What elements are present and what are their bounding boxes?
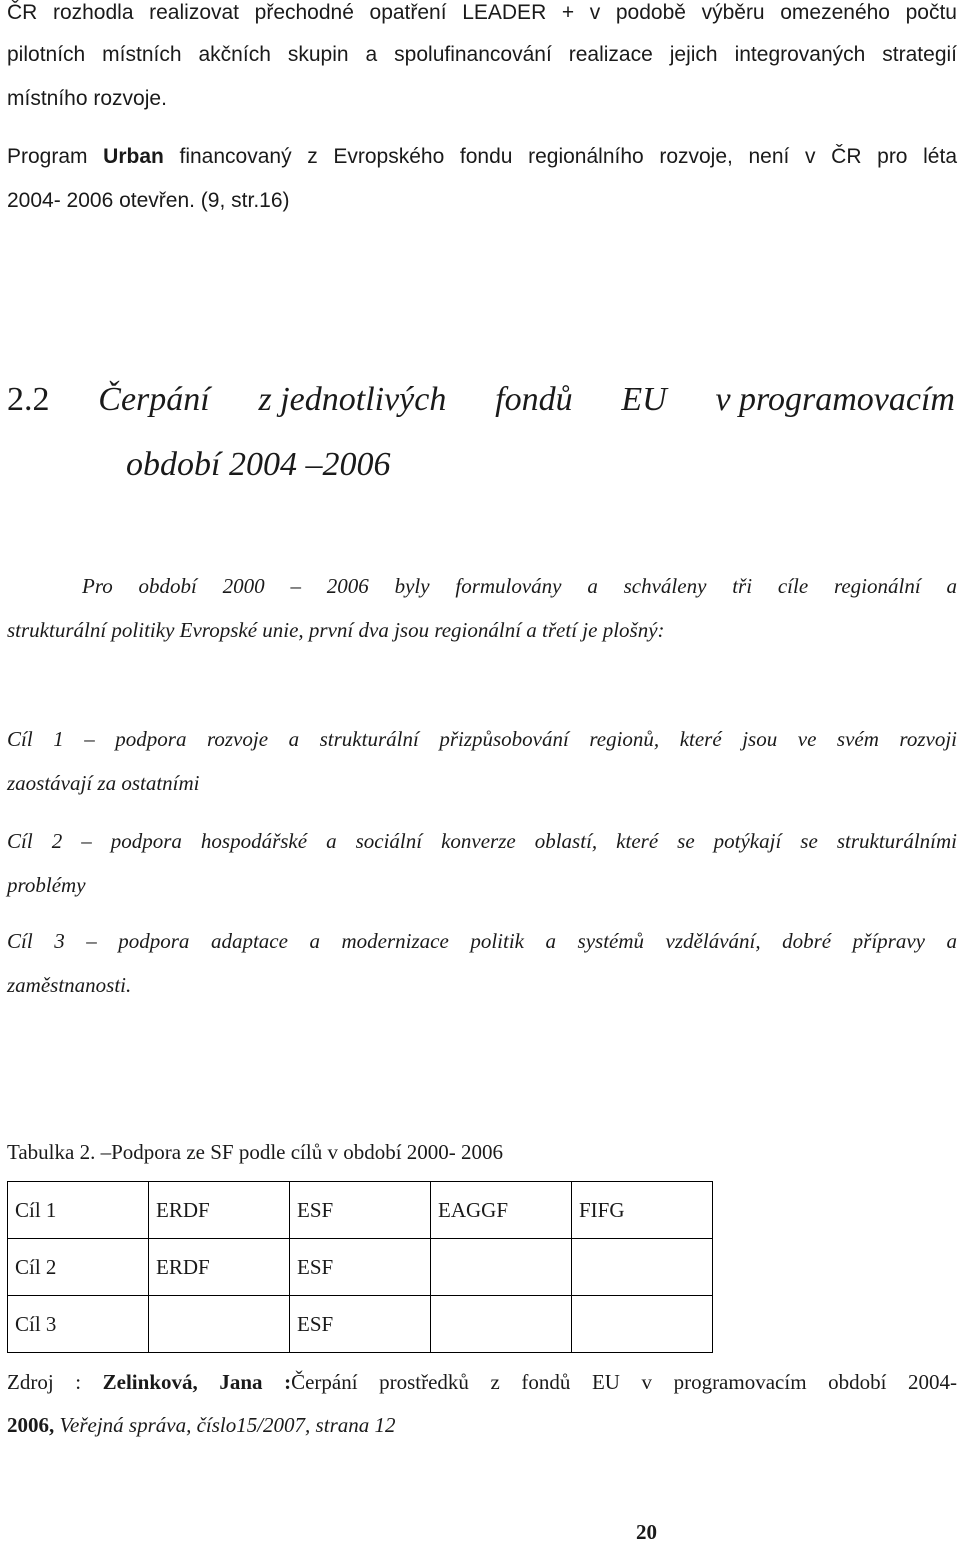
goal-1-line-2: zaostávají za ostatními xyxy=(7,771,200,795)
table-row xyxy=(8,1296,713,1353)
table-row xyxy=(8,1239,713,1296)
section-heading-line-2: období 2004 –2006 xyxy=(126,446,391,483)
source-title: Čerpání prostředků z fondů EU v programovacím období 2004- xyxy=(291,1370,957,1394)
urban-pre: Program xyxy=(7,145,104,168)
urban-line-2: 2004- 2006 otevřen. (9, str.16) xyxy=(7,189,290,212)
goal-1-line-1: Cíl 1 – podpora rozvoje a strukturální přizpůsobování regionů, které jsou ve svém rozvoji xyxy=(7,727,957,751)
table-caption: Tabulka 2. –Podpora ze SF podle cílů v období 2000- 2006 xyxy=(7,1140,504,1164)
goal-2-line-1: Cíl 2 – podpora hospodářské a sociální konverze oblastí, které se potýkají se strukturálními xyxy=(7,829,957,853)
urban-post: financovaný z Evropského fondu regionálního rozvoje, není v ČR pro léta xyxy=(163,145,957,168)
section-heading-line-1 xyxy=(7,380,955,420)
urban-line-1 xyxy=(7,136,957,178)
intro-line-2: pilotních místních akčních skupin a spolufinancování realizace jejich integrovaných strategií xyxy=(7,43,957,66)
table-cell: Cíl 1 xyxy=(8,1182,149,1239)
intro-line-1: ČR rozhodla realizovat přechodné opatření LEADER + v podobě výběru omezeného počtu xyxy=(7,1,957,24)
table-cell: ESF xyxy=(290,1296,431,1353)
table-cell: Cíl 2 xyxy=(8,1239,149,1296)
page-number: 20 xyxy=(636,1520,657,1544)
table-cell: ERDF xyxy=(149,1182,290,1239)
table-cell xyxy=(431,1239,572,1296)
table-cell: ERDF xyxy=(149,1239,290,1296)
table-cell: ESF xyxy=(290,1239,431,1296)
source-line-2 xyxy=(7,1404,957,1446)
source-journal: Veřejná správa, číslo15/2007, strana 12 xyxy=(59,1413,396,1437)
table-row xyxy=(8,1182,713,1239)
table-cell xyxy=(149,1296,290,1353)
goal-2-line-2: problémy xyxy=(7,873,86,897)
source-line-1 xyxy=(7,1361,957,1403)
table-cell xyxy=(431,1296,572,1353)
goal-3-line-2: zaměstnanosti. xyxy=(7,973,132,997)
heading-word-4: EU xyxy=(621,381,667,418)
table-cell: ESF xyxy=(290,1182,431,1239)
section-number: 2.2 xyxy=(7,381,50,418)
paragraph-line-1: Pro období 2000 – 2006 byly formulovány a schváleny tři cíle regionální a xyxy=(82,574,957,598)
sf-support-table xyxy=(7,1181,713,1353)
source-label: Zdroj : xyxy=(7,1370,82,1394)
table-cell: Cíl 3 xyxy=(8,1296,149,1353)
heading-word-2: z jednotlivých xyxy=(258,381,447,418)
source-author: Zelinková, Jana : xyxy=(102,1370,292,1394)
urban-program-name: Urban xyxy=(103,145,164,168)
table-cell xyxy=(572,1296,713,1353)
table-cell: FIFG xyxy=(572,1182,713,1239)
paragraph-line-2: strukturální politiky Evropské unie, první dva jsou regionální a třetí je plošný: xyxy=(7,618,665,642)
intro-line-3: místního rozvoje. xyxy=(7,87,167,110)
heading-word-1: Čerpání xyxy=(98,381,210,418)
table-cell xyxy=(572,1239,713,1296)
table-cell: EAGGF xyxy=(431,1182,572,1239)
goal-3-line-1: Cíl 3 – podpora adaptace a modernizace politik a systémů vzdělávání, dobré přípravy a xyxy=(7,929,957,953)
heading-word-5: v programovacím xyxy=(715,381,955,418)
heading-word-3: fondů xyxy=(495,381,573,418)
source-year: 2006, xyxy=(7,1413,55,1437)
